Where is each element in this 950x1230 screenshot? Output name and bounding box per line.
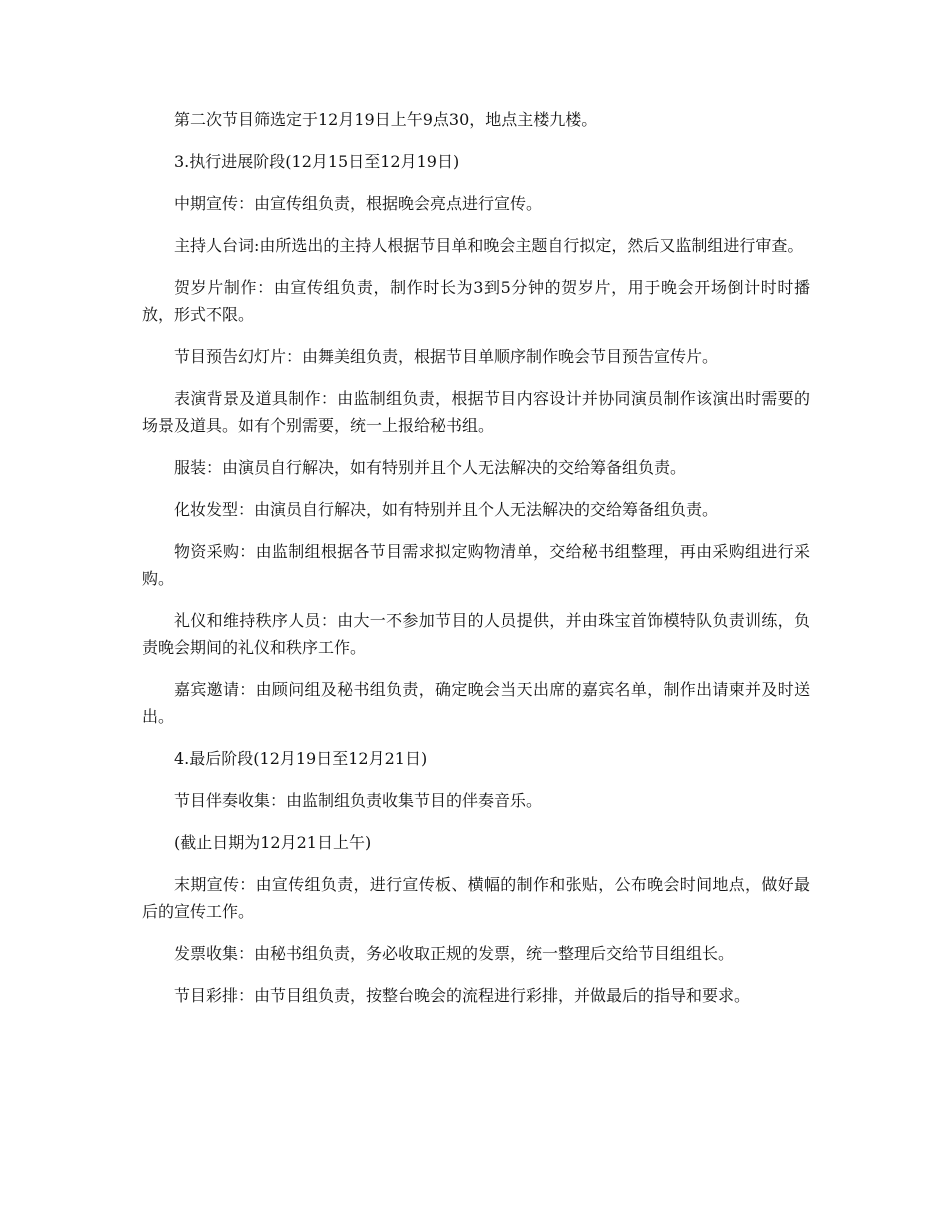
paragraph-deadline: (截止日期为12月21日上午)	[174, 833, 372, 852]
paragraph-etiquette-staff: 礼仪和维持秩序人员：由大一不参加节目的人员提供，并由珠宝首饰模特队负责训练，负责晚会期间的礼仪和秩序工作。	[142, 611, 810, 657]
paragraph-accompaniment: 节目伴奏收集：由监制组负责收集节目的伴奏音乐。	[174, 791, 543, 810]
paragraph-final-promotion: 末期宣传：由宣传组负责，进行宣传板、横幅的制作和张贴，公布晚会时间地点，做好最后的宣传工作。	[142, 875, 810, 921]
paragraph-program-slides: 节目预告幻灯片：由舞美组负责，根据节目单顺序制作晚会节目预告宣传片。	[174, 347, 719, 366]
paragraph-guest-invitation: 嘉宾邀请：由顾问组及秘书组负责，确定晚会当天出席的嘉宾名单，制作出请柬并及时送出。	[142, 680, 810, 726]
paragraph-second-screening: 第二次节目筛选定于12月19日上午9点30，地点主楼九楼。	[174, 110, 598, 129]
paragraph-invoices: 发票收集：由秘书组负责，务必收取正规的发票，统一整理后交给节目组组长。	[174, 944, 735, 963]
paragraph-mid-promotion: 中期宣传：由宣传组负责，根据晚会亮点进行宣传。	[174, 194, 543, 213]
section-heading-final-stage: 4.最后阶段(12月19日至12月21日)	[174, 749, 428, 768]
paragraph-new-year-film: 贺岁片制作：由宣传组负责，制作时长为3到5分钟的贺岁片，用于晚会开场倒计时时播放，形式不限。	[142, 278, 810, 324]
document-body	[142, 106, 810, 1024]
paragraph-rehearsal: 节目彩排：由节目组负责，按整台晚会的流程进行彩排，并做最后的指导和要求。	[174, 986, 751, 1005]
paragraph-makeup: 化妆发型：由演员自行解决，如有特别并且个人无法解决的交给筹备组负责。	[174, 500, 719, 519]
section-heading-execution-stage: 3.执行进展阶段(12月15日至12月19日)	[174, 152, 460, 171]
paragraph-stage-props: 表演背景及道具制作：由监制组负责，根据节目内容设计并协同演员制作该演出时需要的场景及道具。如有个别需要，统一上报给秘书组。	[142, 389, 810, 435]
paragraph-costumes: 服装：由演员自行解决，如有特别并且个人无法解决的交给筹备组负责。	[174, 458, 687, 477]
paragraph-procurement: 物资采购：由监制组根据各节目需求拟定购物清单，交给秘书组整理，再由采购组进行采购。	[142, 542, 810, 588]
paragraph-host-script: 主持人台词:由所选出的主持人根据节目单和晚会主题自行拟定，然后又监制组进行审查。	[174, 236, 804, 255]
